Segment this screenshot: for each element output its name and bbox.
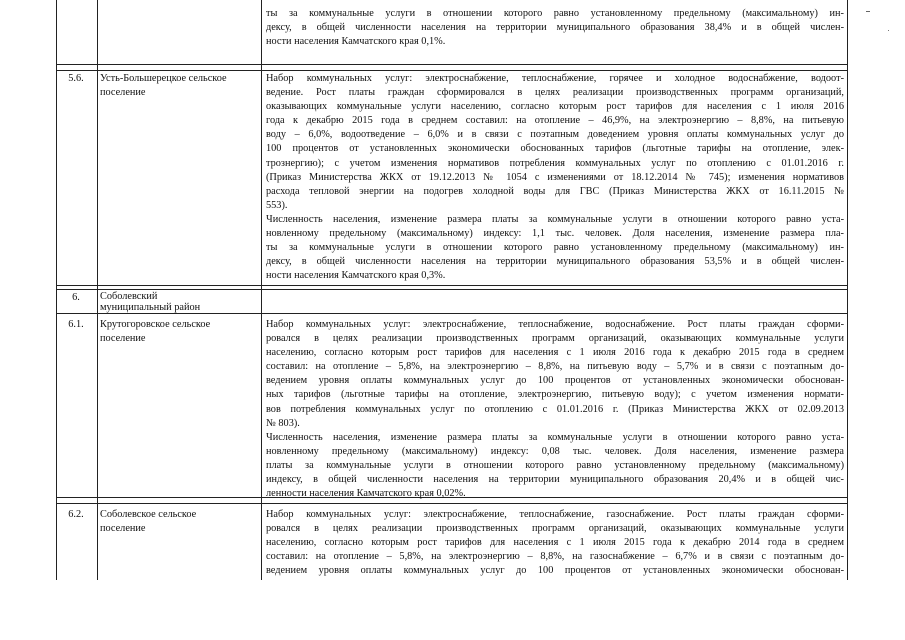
description [266,508,844,578]
municipality-name-line: поселение [100,523,146,535]
description-line: Численность населения, изменение размера платы за коммунальные услуги в отношении которого равно уста- [266,431,844,443]
description-line: ведение. Рост платы граждан сформировался в целях реализации производственных программ организаций, [266,87,844,99]
description [266,318,844,501]
row-divider [56,285,848,286]
description-line: составил: на отопление – 5,8%, на электроэнергию – 8,8%, на питьевую воду – 5,7% и в связи с поэтапным до- [266,361,844,373]
description-line: ленности населения Камчатского края 0,02%. [266,488,466,500]
description-line: ведением уровня оплаты коммунальных услуг до 100 процентов от установленных экономически обоснован- [266,375,844,387]
description-line: ных тарифов (льготные тарифы на отопление, электроэнергию, питьевую воду); с учетом изменения нормати- [266,389,844,401]
description-line: ности населения Камчатского края 0,3%. [266,270,446,282]
scan-mark [888,30,889,31]
description-line: вов потребления коммунальных услуг по отоплению с 01.01.2016 г. (Приказ Министерства ЖКХ от 02.09.2013 [266,403,844,415]
description-line: ты за коммунальные услуги в отношении которого равно установленному предельному (максимальному) ин- [266,8,844,19]
description-line: 100 процентов от установленных экономически обоснованных тарифов (льготные тарифы на отопление, элек- [266,143,844,155]
description-line: ности населения Камчатского края 0,1%. [266,36,446,48]
municipality-name-line: поселение [100,87,146,99]
description-line: года к декабрю 2015 года в среднем составил: на отопление – 46,9%, на электроэнергию – 8,8%, на питьевую [266,115,844,127]
description-line: ведением уровня оплаты коммунальных услуг до 100 процентов от установленных экономически обоснован- [266,565,844,577]
description-line: ты за коммунальные услуги в отношении которого равно установленному предельному (максимальному) ин- [266,242,844,254]
row-divider [56,70,848,71]
municipality-name [100,508,260,536]
utility-table [56,0,847,580]
description-line: ровался в целях реализации производственных программ организаций, оказывающих коммунальные услуги [266,333,844,345]
table-border-left [56,0,57,580]
description-line: населению, согласно которым рост тарифов для населения с 1 июля 2016 года к декабрю 2015 года в среднем [266,347,844,359]
scan-mark [866,11,870,12]
description-line: Набор коммунальных услуг: электроснабжение, теплоснабжение, горячее и холодное водоснабжение, водоот- [266,73,844,84]
municipality-name-line: поселение [100,333,146,345]
table-row [266,7,844,49]
description-line: (Приказ Министерства ЖКХ от 19.12.2013 № 1054 с изменениями от 18.12.2014 № 745); изменения нормативов [266,171,844,183]
description-line: Набор коммунальных услуг: электроснабжение, теплоснабжение, водоснабжение. Рост платы граждан сформи- [266,319,844,330]
description [266,72,844,283]
district-name-line: Соболевский [100,291,158,302]
municipality-name-line: Крутогоровское сельское [100,319,211,330]
municipality-name [100,318,260,346]
district-name-line: муниципальный район [100,302,201,313]
description-line: новленному предельному (максимальному) индексу: 0,08 тыс. человек. Доля населения, изменение размера [266,445,844,457]
description-line: оказывающих коммунальные услуги населению, согласно которым рост тарифов для населения с 1 июля 2016 [266,101,844,113]
description-line: дексу, в общей численности населения на территории муниципального образования 38,4% и в общей числен- [266,22,844,34]
column-divider [97,0,98,580]
description-line: трознергию); с учетом изменения нормативов потребления коммунальных услуг по отоплению с 01.01.2016 г. [266,157,844,169]
row-number: 6.1. [68,319,84,330]
description-line: новленному предельному (максимальному) индексу: 1,1 тыс. человек. Доля населения, изменение размера пла- [266,228,844,240]
description-line: платы за коммунальные услуги в отношении которого равно установленному предельному (максимальному) [266,459,844,471]
description-line: дексу, в общей численности населения на территории муниципального образования 53,5% и в общей числен- [266,256,844,268]
municipality-name [100,72,260,100]
description-line: индексу, в общей численности населения на территории муниципального образования 20,4% и в общей чис- [266,474,844,486]
row-number: 6.2. [68,509,84,520]
row-number: 5.6. [68,73,84,84]
description-line: ровался в целях реализации производственных программ организаций, оказывающих коммунальные услуги [266,523,844,535]
row-divider [56,313,848,314]
description-line: населению, согласно которым рост тарифов для населения с 1 июля 2015 года к декабрю 2014 года в среднем [266,537,844,549]
description-line: 553). [266,199,288,211]
row-divider [56,289,848,290]
district-name [100,291,260,313]
description-line: расхода тепловой энергии на подогрев холодной воды для ГВС (Приказ Министерства ЖКХ от 16.11.2015 № [266,185,844,197]
description-line: составил: на отопление – 5,8%, на электроэнергию – 8,8%, на газоснабжение – 6,7% и в связи с поэтапным до- [266,551,844,563]
row-divider [56,503,848,504]
row-divider [56,64,848,65]
description-line: воду – 6,0%, водоотведение – 6,0% и в связи с поэтапным доведением уровня оплаты коммунальных услуг до [266,129,844,141]
description-line: Набор коммунальных услуг: электроснабжение, теплоснабжение, газоснабжение. Рост платы граждан сформи- [266,509,844,520]
table-border-right [847,0,848,580]
row-number: 6. [72,292,80,303]
description-line: Численность населения, изменение размера платы за коммунальные услуги в отношении которого равно уста- [266,213,844,225]
municipality-name-line: Соболевское сельское [100,509,197,520]
column-divider [261,0,262,580]
description-line: № 803). [266,417,300,429]
municipality-name-line: Усть-Большерецкое сельское [100,73,227,84]
